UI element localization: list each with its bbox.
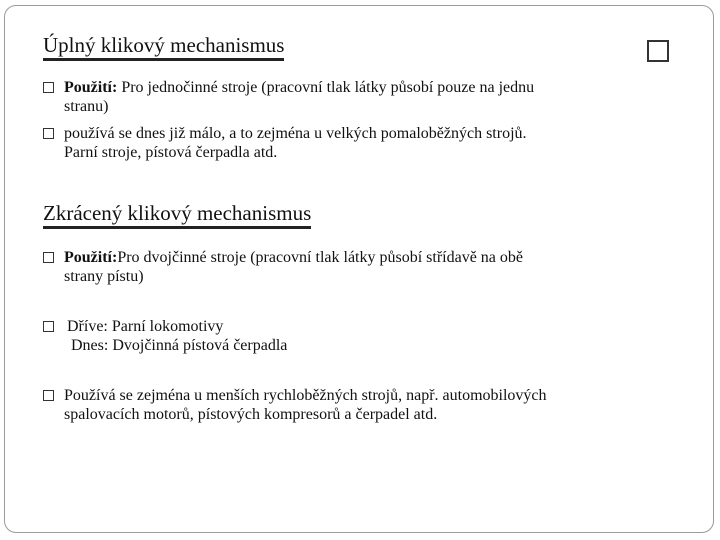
square-bullet-icon [43, 321, 54, 332]
section-title-full-crank: Úplný klikový mechanismus [43, 33, 284, 57]
square-bullet-icon [43, 390, 54, 401]
section-title-short-crank: Zkrácený klikový mechanismus [43, 201, 311, 225]
placeholder-checkbox-icon [647, 40, 669, 62]
bullet-label: Použití: [64, 79, 118, 96]
square-bullet-icon [43, 82, 54, 93]
square-bullet-icon [43, 252, 54, 263]
bullet-label: Použití: [64, 249, 118, 266]
square-bullet-icon [43, 128, 54, 139]
